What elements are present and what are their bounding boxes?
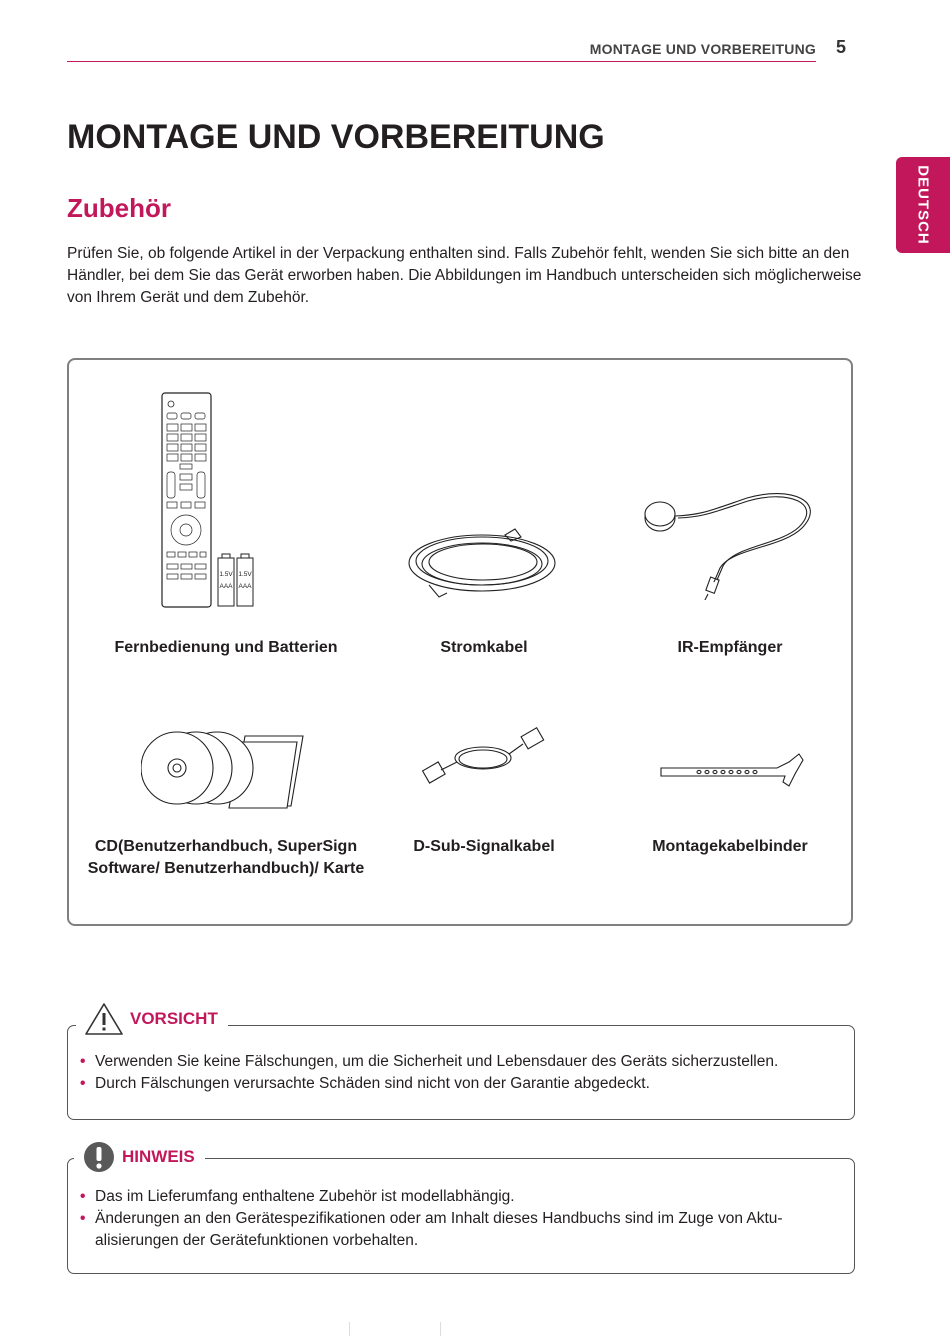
note-header [74, 1140, 205, 1174]
accessory-label-cable-tie: Montagekabelbinder [652, 838, 808, 855]
accessory-label-ir-receiver: IR-Empfänger [677, 639, 783, 656]
running-header: MONTAGE UND VORBEREITUNG [589, 41, 816, 57]
header-rule [67, 61, 816, 62]
crop-mark [349, 1322, 350, 1336]
page-title: MONTAGE UND VORBEREITUNG [67, 118, 605, 156]
section-heading: Zubehör [67, 193, 171, 223]
power-cable-icon [407, 525, 565, 605]
accessory-label-remote: Fernbedienung und Batterien [114, 639, 338, 656]
note-box [67, 1147, 855, 1274]
ir-receiver-icon [642, 490, 817, 600]
caution-item: • Durch Fälschungen verursachte Schäden sind nicht von der Garantie abgedeckt. [80, 1073, 778, 1095]
battery-voltage-2: 1.5V [238, 571, 252, 578]
caution-title: VORSICHT [130, 1009, 218, 1028]
d-sub-cable-icon [421, 718, 551, 788]
accessory-label-d-sub: D-Sub-Signalkabel [413, 838, 555, 855]
accessory-label-cd: CD(Benutzerhandbuch, SuperSign Software/ Benutzerhandbuch)/ Karte [87, 838, 365, 877]
crop-mark [440, 1322, 441, 1336]
accessories-panel [67, 358, 853, 926]
remote-control-icon [159, 388, 269, 610]
note-item: • Das im Lieferumfang enthaltene Zubehör ist modellabhängig. [80, 1186, 825, 1208]
language-tab[interactable] [896, 157, 950, 253]
battery-type-1: AAA [219, 583, 233, 590]
note-item: • Änderungen an den Gerätespezifikationen oder am Inhalt dieses Handbuchs sind im Zuge von Aktu-alisierungen der Gerätefunktionen vorbehalten. [80, 1208, 825, 1252]
caution-header [76, 999, 228, 1039]
caution-box [67, 1009, 855, 1120]
cable-tie-icon [657, 748, 805, 796]
intro-paragraph: Prüfen Sie, ob folgende Artikel in der Verpackung enthalten sind. Falls Zubehör fehlt, wenden Sie sich bitte an den Händler, bei dem Sie das Gerät erworben haben. Die Abbildungen im Handbuch unterscheiden sich möglicherweise von Ihrem Gerät und dem Zubehör. [67, 245, 862, 306]
caution-list [80, 1051, 778, 1095]
page-number: 5 [836, 37, 847, 57]
cd-and-card-icon [141, 728, 307, 810]
note-list [80, 1186, 825, 1252]
warning-triangle-icon [84, 1002, 124, 1036]
caution-item: • Verwenden Sie keine Fälschungen, um die Sicherheit und Lebensdauer des Geräts sicherzustellen. [80, 1051, 778, 1073]
battery-type-2: AAA [238, 583, 252, 590]
language-tab-label: DEUTSCH [914, 165, 932, 245]
exclamation-circle-icon [82, 1140, 116, 1174]
accessory-label-power-cable: Stromkabel [440, 639, 528, 656]
note-title: HINWEIS [122, 1147, 195, 1166]
battery-voltage-1: 1.5V [219, 571, 233, 578]
